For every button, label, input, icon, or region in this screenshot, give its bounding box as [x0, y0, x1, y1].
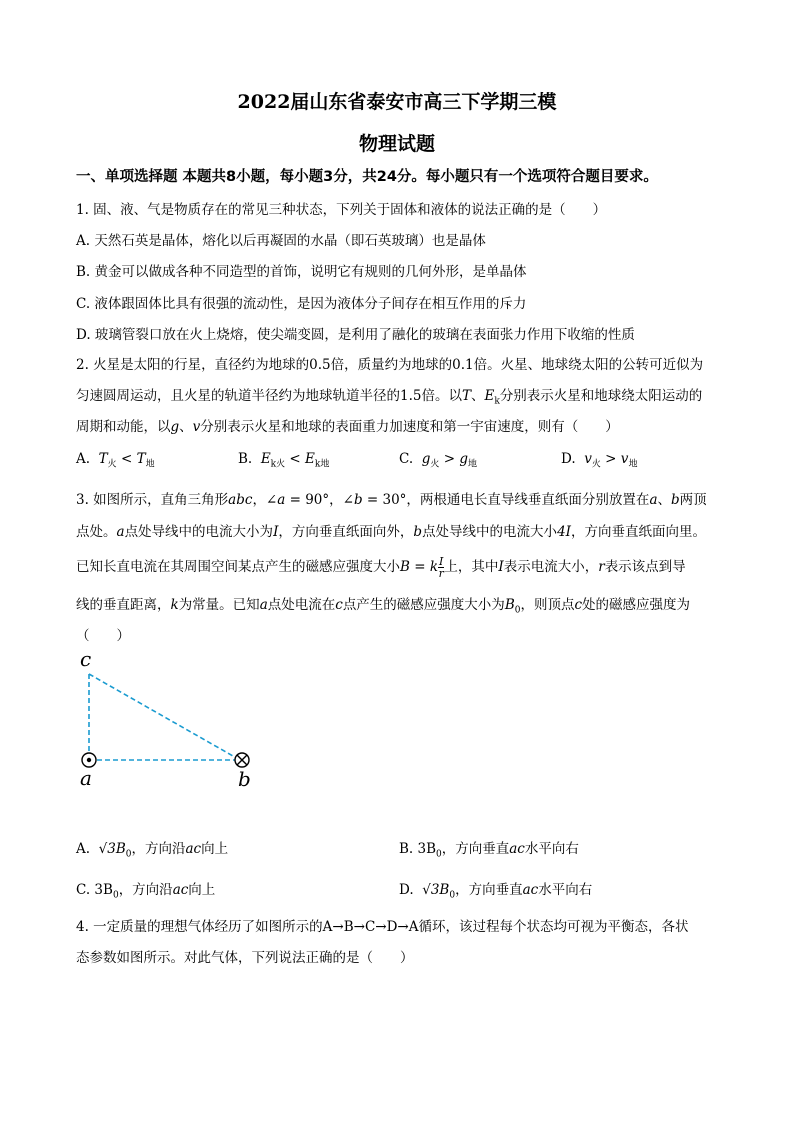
side-bc [89, 674, 240, 760]
vertex-label-c: c [80, 647, 92, 671]
q2-line1: 2. 火星是太阳的行星，直径约为地球的0.5倍，质量约为地球的0.1倍。火星、地球绕太阳的公转可近似为 [76, 357, 704, 373]
q3-line4: 线的垂直距离，k为常量。已知a点处电流在c点产生的磁感应强度大小为$B_0$，则顶点c处的磁感应强度为 [76, 597, 691, 616]
q1-option-b: B. 黄金可以做成各种不同造型的首饰，说明它有规则的几何外形，是单晶体 [76, 264, 527, 280]
q4-line1: 4. 一定质量的理想气体经历了如图所示的A→B→C→D→A循环，该过程每个状态均可视为平衡态，各状 [76, 919, 689, 935]
q2-line2: 匀速圆周运动，且火星的轨道半径约为地球轨道半径的1.5倍。以T、$E_k$分别表示火星和地球绕太阳运动的 [76, 388, 703, 407]
q1-option-d: D. 玻璃管裂口放在火上烧熔，使尖端变圆，是利用了融化的玻璃在表面张力作用下收缩的性质 [76, 327, 635, 343]
section-heading: 一、单项选择题 本题共8小题，每小题3分，共24分。每小题只有一个选项符合题目要求。 [76, 169, 658, 185]
q2-option-a: A. $T_火 < T_地$ [76, 451, 155, 470]
current-out-of-page-icon [82, 753, 96, 767]
q1-stem: 1. 固、液、气是物质存在的常见三种状态，下列关于固体和液体的说法正确的是（ ） [76, 202, 607, 218]
q3-line3: 已知长直电流在其周围空间某点产生的磁感应强度大小B = k $\frac{I}{r}$ 上，其中I表示电流大小，r表示该点到导 [76, 555, 686, 580]
q1-option-c: C. 液体跟固体比具有很强的流动性，是因为液体分子间存在相互作用的斥力 [76, 296, 527, 312]
triangle-figure [70, 644, 270, 794]
q1-option-a: A. 天然石英是晶体，熔化以后再凝固的水晶（即石英玻璃）也是晶体 [76, 233, 486, 249]
q2-option-d: D. $v_火 > v_地$ [561, 451, 638, 470]
q2-line3: 周期和动能，以g、v分别表示火星和地球的表面重力加速度和第一宇宙速度，则有（ ） [76, 419, 619, 435]
q2-option-b: B. $E_{k火} < E_{k地}$ [238, 451, 330, 470]
q4-line2: 态参数如图所示。对此气体，下列说法正确的是（ ） [76, 950, 414, 966]
vertex-label-b: b [238, 767, 251, 791]
paper-subtitle: 物理试题 [358, 133, 435, 155]
q3-line5: （ ） [76, 628, 130, 644]
q3-line2: 点处。a点处导线中的电流大小为I，方向垂直纸面向外，b点处导线中的电流大小4I，方向垂直纸面向里。 [76, 524, 706, 540]
q3-option-c: C. $3B_0$，方向沿ac向上 [76, 882, 216, 901]
q2-option-c: C. $g_火 > g_地$ [399, 451, 477, 470]
vertex-label-a: a [80, 766, 92, 790]
fraction-i-over-r: $\frac{I}{r}$ [438, 555, 444, 580]
q3-line1: 3. 如图所示，直角三角形abc，∠a = 90°，∠b = 30°，两根通电长直导线垂直纸面分别放置在a、b两顶 [76, 492, 707, 508]
paper-title: 2022届山东省泰安市高三下学期三模 [237, 91, 557, 113]
current-into-page-icon [235, 753, 249, 767]
q3-option-a: A. $√3B_0$，方向沿ac向上 [76, 841, 229, 860]
q3-option-d: D. $√3B_0$，方向垂直ac水平向右 [399, 882, 593, 901]
q3-option-b: B. $3B_0$，方向垂直ac水平向右 [399, 841, 579, 860]
